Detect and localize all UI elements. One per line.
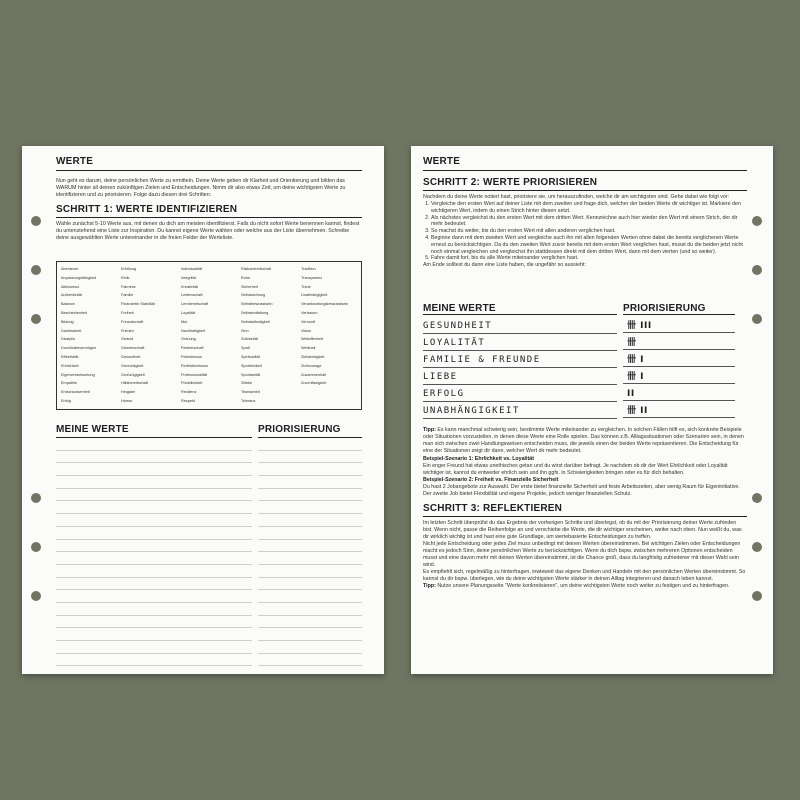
value-option: Familie — [121, 293, 134, 298]
step1-title: SCHRITT 1: WERTE IDENTIFIZIEREN — [56, 204, 362, 218]
value-option: Selbstbewusstsein — [241, 302, 273, 307]
my-values-section — [56, 424, 252, 674]
value-option: Anpassungsfähigkeit — [61, 275, 97, 280]
step2-title: SCHRITT 2: WERTE PRIORISIEREN — [423, 177, 747, 191]
my-values-lines — [56, 438, 252, 674]
writing-line[interactable] — [258, 578, 362, 591]
writing-line[interactable] — [258, 540, 362, 553]
value-option: Sportlichkeit — [241, 363, 262, 368]
punch-hole — [752, 591, 762, 601]
writing-line[interactable] — [56, 501, 252, 514]
value-option: Zuverlässigkeit — [301, 381, 327, 386]
value-option: Stärke — [241, 381, 252, 386]
example-tally: 卌 I — [623, 369, 735, 384]
step2-outro: Am Ende solltest du dann eine Liste haben, die ungefähr so aussieht: — [423, 262, 586, 269]
step-item: 4. Beginne dann mit dem zweiten Wert und vergleiche auch ihn mit allen folgenden Werten ohne dabei die bereits verglichenen Werte erneut zu berücksichtigen. Da du den zweiten Wert zuvor bereits mit dem ersten Wert verglichen hast, musst du die beiden jetzt nicht noch einmal vergleichen und vergleichst ihn stattdessen direkt mit dem dritten Wert, dann mit dem vierten (und so weiter). — [431, 235, 747, 255]
right-page — [411, 146, 773, 674]
writing-line[interactable] — [258, 628, 362, 641]
value-option: Mut — [181, 319, 188, 324]
punch-hole — [752, 314, 762, 324]
scenario2-text: Du hast 2 Jobangebote zur Auswahl. Der erste bietet finanzielle Sicherheit und feste Arbeitszeiten, aber wenig Raum für Eigeninitiative. Der zweite Job bietet Flexibilität und eigene Projekte, jedoch weniger finanziellen Schutz. — [423, 484, 740, 497]
value-option: Zielstrebigkeit — [301, 354, 325, 359]
writing-line[interactable] — [258, 565, 362, 578]
value-option: Unabhängigkeit — [301, 293, 328, 298]
value-option: Spiritualität — [241, 354, 260, 359]
value-option: Zusammenhalt — [301, 372, 327, 377]
punch-hole — [31, 493, 41, 503]
writing-line[interactable] — [258, 514, 362, 527]
value-option: Gesundheit — [121, 354, 141, 359]
writing-line[interactable] — [258, 590, 362, 603]
value-option: Selbstachtung — [241, 293, 266, 298]
value-option: Balance — [61, 302, 75, 307]
priority-section — [258, 424, 362, 674]
punch-hole — [752, 265, 762, 275]
writing-line[interactable] — [56, 489, 252, 502]
example-tally: 卌 I — [623, 352, 735, 367]
value-option: Ehrlichkeit — [61, 363, 79, 368]
value-option: Hilfsbereitschaft — [121, 381, 149, 386]
writing-line[interactable] — [258, 603, 362, 616]
step-item: 2. Als nächstes vergleichst du den ersten Wert mit dem dritten Wert. Kennzeichne auch hier wieder den Wert mit einem Strich, der dir mehr bedeutet. — [431, 215, 747, 229]
step3-paragraph: Es empfiehlt sich, regelmäßig zu hinterfragen, inwieweit das eigene Denken und Handeln mit den persönlichen Werten übereinstimmt. So kannst du dir bspw. überlegen, wie du deine wichtigsten Werte stärker in deinen Alltag integrieren und danach leben kannst. — [423, 569, 746, 582]
writing-line[interactable] — [56, 590, 252, 603]
writing-line[interactable] — [56, 628, 252, 641]
value-option: Frieden — [121, 328, 134, 333]
scenario1-text: Ein enger Freund hat etwas unethisches getan und du wirst darüber befragt. Je nachdem ob dir der Wert Ehrlichkeit oder Loyalität wichtiger ist, kannst du entweder ehrlich sein und ihn ggfs. in Schwierigkeiten bringen oder es für dich behalten. — [423, 463, 728, 476]
writing-line[interactable] — [56, 438, 252, 451]
value-option: Gerechtigkeit — [121, 363, 144, 368]
value-option: Dankbarkeit — [61, 328, 82, 333]
step2-intro: Nachdem du deine Werte notiert hast, priorisiere sie, um herauszufinden, welche dir am wichtigsten sind. Gehe dabei wie folgt vor: — [423, 194, 730, 200]
value-option: Risikobereitschaft — [241, 267, 271, 271]
value-option: Aktivismus — [61, 284, 80, 289]
left-page — [22, 146, 384, 674]
value-option: Spaß — [241, 346, 251, 351]
value-option: Großzügigkeit — [121, 372, 145, 377]
value-option: Sinn — [241, 328, 249, 333]
writing-line[interactable] — [56, 654, 252, 667]
values-column — [301, 265, 361, 409]
punch-hole — [31, 314, 41, 324]
value-option: Durchhaltevermögen — [61, 346, 97, 351]
example-tally: 卌 II — [623, 403, 735, 418]
value-option: Gemeinschaft — [121, 346, 145, 351]
writing-line[interactable] — [56, 666, 252, 674]
value-option: Freiheit — [121, 310, 134, 315]
scenario1-title: Beispiel-Szenario 1: Ehrlichkeit vs. Loyalität — [423, 456, 534, 462]
writing-line[interactable] — [258, 666, 362, 674]
step3-title: SCHRITT 3: REFLEKTIEREN — [423, 503, 747, 517]
value-option: Authentizität — [61, 293, 82, 298]
values-column — [61, 265, 121, 409]
writing-line[interactable] — [258, 527, 362, 540]
priority-lines — [258, 438, 362, 674]
example-tally: II — [623, 386, 735, 401]
writing-line[interactable] — [56, 616, 252, 629]
writing-line[interactable] — [56, 552, 252, 565]
priority-header: PRIORISIERUNG — [258, 424, 362, 438]
writing-line[interactable] — [258, 476, 362, 489]
values-column — [241, 265, 301, 409]
value-option: Zivilcourage — [301, 363, 322, 368]
tip2-paragraph: Tipp: Nutze unsere Planungsseite "Werte konkretisieren", um deine wichtigsten Werte noch weiter zu festigen und zu hinterfragen. — [423, 583, 730, 589]
tips-section — [423, 427, 747, 590]
example-value: UNABHÄNGIGKEIT — [423, 403, 617, 419]
value-option: Bescheidenheit — [61, 310, 87, 315]
step3-paragraph: Im letzten Schritt überprüfst du das Ergebnis der vorherigen Schritte und überlegst, ob du mit der Priorisierung deiner Werte zufrieden bist. Wenn nicht, passe die Reihenfolge an und verschiebe die Werte, die dir wichtiger erscheinen, weiter nach oben. Nun weißt du, was dir wirklich wichtig ist und hast eine gute Grundlage, um wertebasierte Entscheidungen zu treffen. — [423, 520, 742, 540]
values-inspiration-list — [56, 261, 362, 410]
writing-line[interactable] — [258, 489, 362, 502]
value-option: Disziplin — [61, 337, 76, 342]
value-option: Empathie — [61, 381, 78, 386]
scenario2-title: Beispiel-Szenario 2: Freiheit vs. Finanzielle Sicherheit — [423, 477, 559, 483]
value-option: Partnerschaft — [181, 346, 204, 351]
writing-line[interactable] — [56, 527, 252, 540]
page-title: WERTE — [56, 156, 362, 171]
value-option: Ordnung — [181, 337, 196, 342]
writing-line[interactable] — [258, 501, 362, 514]
value-option: Nachhaltigkeit — [181, 328, 205, 333]
value-option: Weisheit — [301, 346, 316, 351]
value-option: Freundschaft — [121, 319, 144, 324]
intro-text: Nun geht es darum, deine persönlichen Werte zu ermitteln. Deine Werte geben dir Klarheit und Orientierung und bilden das WARUM hinter all deinen zukünftigen Zielen und Entscheidungen. Nimm dir also etwas Zeit, um deine wichtigsten Werte zu identifizieren und zu priorisieren. Folge dazu diesen drei Schritten: — [56, 178, 346, 198]
value-option: Eigenverantwortung — [61, 372, 95, 377]
step-item: 1. Vergleiche den ersten Wert auf deiner Liste mit dem zweiten und frage dich, welcher der beiden Werte dir wichtiger ist. Markiere den wichtigeren Wert, indem du einen Strich hinter diesen setzt. — [431, 201, 747, 215]
my-values-header: MEINE WERTE — [56, 424, 252, 438]
value-option: Respekt — [181, 398, 195, 403]
value-option: Selbstentfaltung — [241, 310, 269, 315]
value-option: Fairness — [121, 284, 136, 289]
value-option: Individualität — [181, 267, 203, 271]
example-values-header: MEINE WERTE — [423, 303, 617, 315]
value-option: Vertrauen — [301, 310, 318, 315]
writing-line[interactable] — [56, 603, 252, 616]
punch-hole — [752, 542, 762, 552]
writing-line[interactable] — [56, 578, 252, 591]
value-option: Patriotismus — [181, 354, 202, 359]
value-option: Perfektionismus — [181, 363, 209, 368]
example-tally: 卌 III — [623, 318, 735, 333]
step-item: 3. So machst du weiter, bis du den ersten Wert mit allen anderen verglichen hast. — [431, 228, 747, 235]
value-option: Pünktlichkeit — [181, 381, 203, 386]
step-item: 5. Fahre damit fort, bis du alle Werte miteinander verglichen hast. — [431, 255, 747, 262]
step1-text: Wähle zunächst 5-10 Werte aus, mit denen du dich am meisten identifizierst. Falls du nicht sofort Werte benennen kannst, findest du untenstehend eine Liste zur Inspiration. Du kannst eigene Werte wählen oder welche aus der Liste übernehmen. Schreibe deine ausgewählten Werte untereinander in die freien Felder der Werteliste. — [56, 221, 360, 241]
punch-hole — [31, 542, 41, 552]
writing-line[interactable] — [258, 552, 362, 565]
value-option: Ruhe — [241, 275, 251, 280]
value-option: Loyalität — [181, 310, 196, 315]
writing-line[interactable] — [56, 514, 252, 527]
writing-line[interactable] — [258, 451, 362, 464]
value-option: Geduld — [121, 337, 134, 342]
punch-hole — [31, 265, 41, 275]
value-option: Treue — [301, 284, 311, 289]
writing-line[interactable] — [258, 654, 362, 667]
value-option: Hingabe — [121, 390, 136, 395]
value-option: Vernunft — [301, 319, 316, 324]
example-value: ERFOLG — [423, 386, 617, 402]
value-option: Vision — [301, 328, 312, 333]
value-option: Entschlossenheit — [61, 390, 90, 395]
writing-line[interactable] — [258, 463, 362, 476]
value-option: Lernbereitschaft — [181, 302, 209, 307]
writing-line[interactable] — [56, 476, 252, 489]
value-option: Solidarität — [241, 337, 258, 342]
value-option: Leidenschaft — [181, 293, 203, 298]
values-column — [121, 265, 181, 409]
example-tally: 卌 — [623, 335, 735, 350]
example-value: LOYALITÄT — [423, 335, 617, 351]
writing-line[interactable] — [56, 641, 252, 654]
value-option: Abenteuer — [61, 267, 79, 271]
tip-paragraph: Tipp: Es kann manchmal schwierig sein, bestimmte Werte miteinander zu vergleichen. In solchen Fällen hilft es, sich konkrete Beispiele oder Situationen vorzustellen, in denen diese Werte eine Rolle spielen. Das können z.B. Alltagssituationen oder Szenarien sein, in denen man sich zwischen zwei Handlungsweisen entscheiden muss, die jeweils einen der beiden Werte repräsentieren. Die Entscheidung für eine der Situationen zeigt dir dann, welcher Wert dir mehr bedeutet. — [423, 427, 744, 454]
writing-line[interactable] — [258, 616, 362, 629]
writing-line[interactable] — [258, 641, 362, 654]
step2-steps-list — [423, 201, 747, 262]
value-option: Integrität — [181, 275, 196, 280]
punch-hole — [31, 216, 41, 226]
writing-line[interactable] — [56, 540, 252, 553]
value-option: Erfolg — [61, 398, 71, 403]
value-option: Verantwortungsbewusstsein — [301, 302, 349, 307]
writing-line[interactable] — [56, 565, 252, 578]
punch-hole — [752, 493, 762, 503]
example-priority-header: PRIORISIERUNG — [623, 303, 735, 315]
value-option: Spontanität — [241, 372, 261, 377]
example-value: GESUNDHEIT — [423, 318, 617, 334]
value-option: Toleranz — [241, 398, 256, 403]
writing-line[interactable] — [258, 438, 362, 451]
value-option: Humor — [121, 398, 133, 403]
values-column — [181, 265, 241, 409]
punch-hole — [752, 216, 762, 226]
value-option: Kreativität — [181, 284, 198, 289]
value-option: Transparenz — [301, 275, 323, 280]
value-option: Teamarbeit — [241, 390, 260, 395]
writing-line[interactable] — [56, 463, 252, 476]
value-option: Weltoffenheit — [301, 337, 324, 342]
value-option: Professionalität — [181, 372, 207, 377]
value-option: Resilienz — [181, 390, 197, 395]
punch-hole — [31, 591, 41, 601]
value-option: Selbstständigkeit — [241, 319, 270, 324]
value-option: Sicherheit — [241, 284, 258, 289]
value-option: Ethik — [121, 275, 130, 280]
example-value: LIEBE — [423, 369, 617, 385]
value-option: Finanzielle Stabilität — [121, 302, 155, 307]
value-option: Bildung — [61, 319, 74, 324]
value-option: Tradition — [301, 267, 316, 271]
example-value: FAMILIE & FREUNDE — [423, 352, 617, 368]
page-title: WERTE — [423, 156, 747, 171]
value-option: Effektivität — [61, 354, 79, 359]
writing-line[interactable] — [56, 451, 252, 464]
step3-paragraph: Nicht jede Entscheidung oder jedes Ziel muss unbedingt mit deinen Werten übereinstimmen. Bei wichtigen Zielen oder Entscheidungen macht es jedoch Sinn, deine persönlichen Werte zu berücksichtigen. Wenn du dich bspw. zwischen mehreren Optionen entscheiden musst und eine davon mehr mit deinen Werten übereinstimmt, ist die Chance groß, dass du langfristig zufriedener mit dieser Wahl sein wirst. — [423, 541, 741, 568]
value-option: Erfüllung — [121, 267, 136, 271]
